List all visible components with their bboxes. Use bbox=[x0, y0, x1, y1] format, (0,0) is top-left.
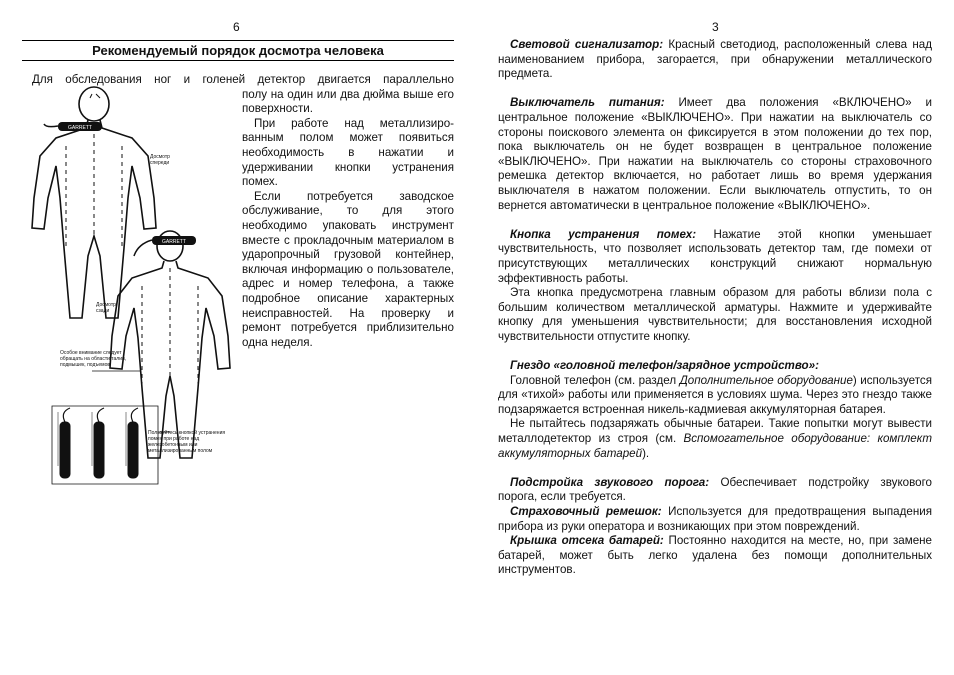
text-light-indicator: Красный светодиод, расположенный слева над наименованием прибора, загорается, при обнаружении металлического предмета. bbox=[498, 38, 932, 81]
paragraph-service: Если потребуется заводское обслуживание, то для этого необходимо упаковать инструмент вместе с прокладочным материалом в ударопрочный грузовой контейнер, включая информацию о пользователе, адрес и номер телефона, а также подробное описание характерных неисправностей. На проверку и ремонт потребуется приблизительно одна неделя. bbox=[242, 189, 454, 349]
section-threshold bbox=[498, 476, 932, 505]
text-threshold: Обеспечивает подстройку звукового порога, если требуется. bbox=[498, 475, 932, 504]
text-headphone-c: ) используется для «тихой» работы или применяется в условиях шума. Через это гнездо также подзаряжается встроенная никель-кадмиевая аккумуляторная батарея. bbox=[498, 373, 932, 416]
section-power-switch bbox=[498, 96, 932, 213]
text-battery-ref: Вспомогательное оборудование: комплект аккумуляторных батарей bbox=[498, 432, 932, 460]
page-title: Рекомендуемый порядок досмотра человека bbox=[22, 40, 454, 61]
text-interference-button: Нажатие этой кнопки уменьшает чувствительность, что позволяет использовать детектор там, где помехи от присутствующих металлических конструкций снижают нормальную эффективность работы. bbox=[498, 227, 932, 285]
intro-first-line: Для обследования ног и голеней детектор двигается параллельно bbox=[32, 73, 454, 86]
controls-description bbox=[498, 38, 932, 578]
label-back-inspection: Досмотр сзади bbox=[96, 302, 116, 314]
intro-column bbox=[242, 88, 454, 351]
paragraph-metal-floor: При работе над металлизиро-ванным полом может появиться необходимость в нажатии и удерживании кнопки устранения помех. bbox=[242, 116, 454, 189]
term-strap: Страховочный ремешок: bbox=[510, 505, 662, 518]
text-battery-warning bbox=[498, 417, 932, 461]
back-detector-icon bbox=[134, 236, 196, 256]
text-interference-button-2: Эта кнопка предусмотрена главным образом для работы вблизи пола с большим количеством металлической арматуры. Нажмите и удерживайте кнопку для уменьшения чувствительности; для восстановления исходной чувствительности отпустите кнопку. bbox=[498, 286, 932, 343]
right-page bbox=[498, 0, 934, 675]
section-headphone-jack bbox=[498, 359, 932, 374]
section-interference-button bbox=[498, 228, 932, 286]
term-battery-cover: Крышка отсека батарей: bbox=[510, 534, 664, 548]
term-threshold: Подстройка звукового порога: bbox=[510, 475, 710, 489]
label-front-inspection: Досмотр спереди bbox=[150, 154, 170, 166]
left-page bbox=[22, 0, 456, 675]
inspection-figure bbox=[30, 86, 240, 506]
front-person-figure bbox=[32, 87, 156, 318]
section-battery-cover bbox=[498, 534, 932, 578]
page-number-left: 6 bbox=[233, 20, 240, 34]
term-interference-button: Кнопка устранения помех: bbox=[510, 227, 697, 241]
text-headphone-ref: Дополнительное оборудование bbox=[679, 373, 853, 387]
front-detector-brand: GARRETT bbox=[68, 125, 92, 131]
term-power-switch: Выключатель питания: bbox=[510, 96, 665, 110]
section-strap bbox=[498, 505, 932, 534]
text-battery-a: Не пытайтесь подзаряжать обычные батареи. Такие попытки могут вывести металлодетектор из строя (см. bbox=[498, 417, 932, 446]
term-light-indicator: Световой сигнализатор: bbox=[510, 38, 664, 51]
section-light-indicator bbox=[498, 38, 932, 82]
label-attention-areas: Особое внимание следует обращать на области талии, подмышек, подъемов bbox=[60, 350, 127, 368]
text-power-switch: Имеет два положения «ВКЛЮЧЕНО» и центральное положение «ВЫКЛЮЧЕНО». При нажатии на выключатель со стороны поискового элемента он фиксируется в этом положении до тех пор, пока выключатель он не будет возвращен в центральное положение «ВЫКЛЮЧЕНО». При нажатии на выключатель со стороны страховочного ремешка детектор включается, но работает лишь во время удержания выключателя в нажатом положении. Если выключатель отпустить, то он вернется автоматически в центральное положение «ВЫКЛЮЧЕНО». bbox=[498, 96, 932, 212]
text-headphone-a: Головной телефон (см. раздел bbox=[510, 373, 677, 387]
text-battery-c: ). bbox=[642, 446, 650, 460]
page-number-right: 3 bbox=[712, 20, 719, 34]
text-headphone-jack bbox=[498, 374, 932, 418]
intro-rest: полу на один или два дюйма выше его поверхности. bbox=[242, 87, 454, 116]
term-headphone-jack: Гнездо «головной телефон/зарядное устройство»: bbox=[510, 359, 819, 373]
back-detector-brand: GARRETT bbox=[162, 239, 186, 245]
text-battery-cover: Постоянно находится на месте, но, при замене батарей, может быть легко удалена без помощи дополнительных инструментов. bbox=[498, 534, 932, 577]
front-detector-icon bbox=[44, 122, 102, 131]
label-interference-button: Пользуйтесь кнопкой устранения помех при работе над железобетонным или металлизированным полом bbox=[148, 430, 226, 454]
text-strap: Используется для предотвращения выпадения прибора из руки оператора и возникающих при этом повреждений. bbox=[498, 505, 932, 533]
